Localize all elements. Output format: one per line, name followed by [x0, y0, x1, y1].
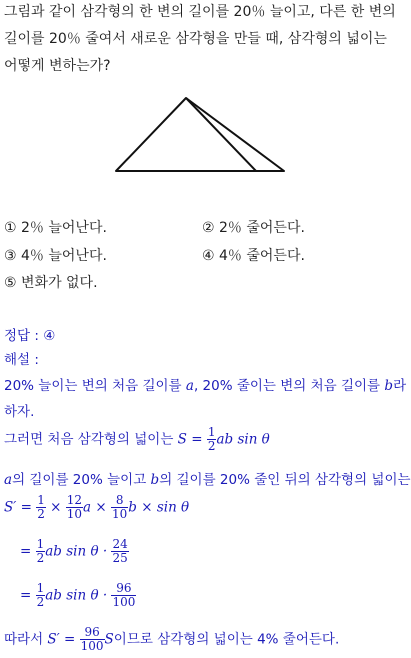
fraction-half: $\frac{1}{2}$ [207, 425, 216, 453]
area-formula-line: 그러면 처음 삼각형의 넓이는 S = $\frac{1}{2}$ ab sin θ [4, 425, 270, 453]
equation-line-3: = $\frac{1}{2}$ ab sin θ · $\frac{96}{100}$ [20, 581, 136, 609]
answer-label: 정답 : ④ [4, 328, 56, 344]
new-triangle-side [186, 98, 256, 171]
new-area-intro: a의 길이를 20% 늘이고 b의 길이를 20% 줄인 뒤의 삼각형의 넓이는 [4, 472, 411, 488]
choice-3[interactable]: ③ 4％ 늘어난다. [4, 248, 107, 264]
solution-line-2: 하자. [4, 404, 35, 420]
equation-line-2: = $\frac{1}{2}$ ab sin θ · $\frac{24}{25}$ [20, 537, 128, 565]
question-line-1: 그림과 같이 삼각형의 한 변의 길이를 20％ 늘이고, 다른 한 변의 [4, 4, 396, 20]
choice-5[interactable]: ⑤ 변화가 없다. [4, 275, 98, 291]
triangle-figure [110, 90, 295, 176]
equation-line-1: S′ = $\frac{1}{2}$ × $\frac{12}{10}$ a × $\frac{8}{10}$ b × sin θ [4, 493, 190, 521]
solution-line-1: 20% 늘이는 변의 처음 길이를 a, 20% 줄이는 변의 처음 길이를 b라 [4, 378, 407, 394]
conclusion-line: 따라서 S′ = $\frac{96}{100}$ S이므로 삼각형의 넓이는 4% 줄어든다. [4, 625, 340, 653]
choice-4[interactable]: ④ 4％ 줄어든다. [202, 248, 305, 264]
solution-label: 해설 : [4, 352, 39, 368]
question-line-3: 어떻게 변하는가? [4, 58, 111, 74]
choice-1[interactable]: ① 2％ 늘어난다. [4, 220, 107, 236]
choice-2[interactable]: ② 2％ 줄어든다. [202, 220, 305, 236]
original-triangle [116, 98, 284, 171]
question-line-2: 길이를 20％ 줄여서 새로운 삼각형을 만들 때, 삼각형의 넓이는 [4, 31, 387, 47]
